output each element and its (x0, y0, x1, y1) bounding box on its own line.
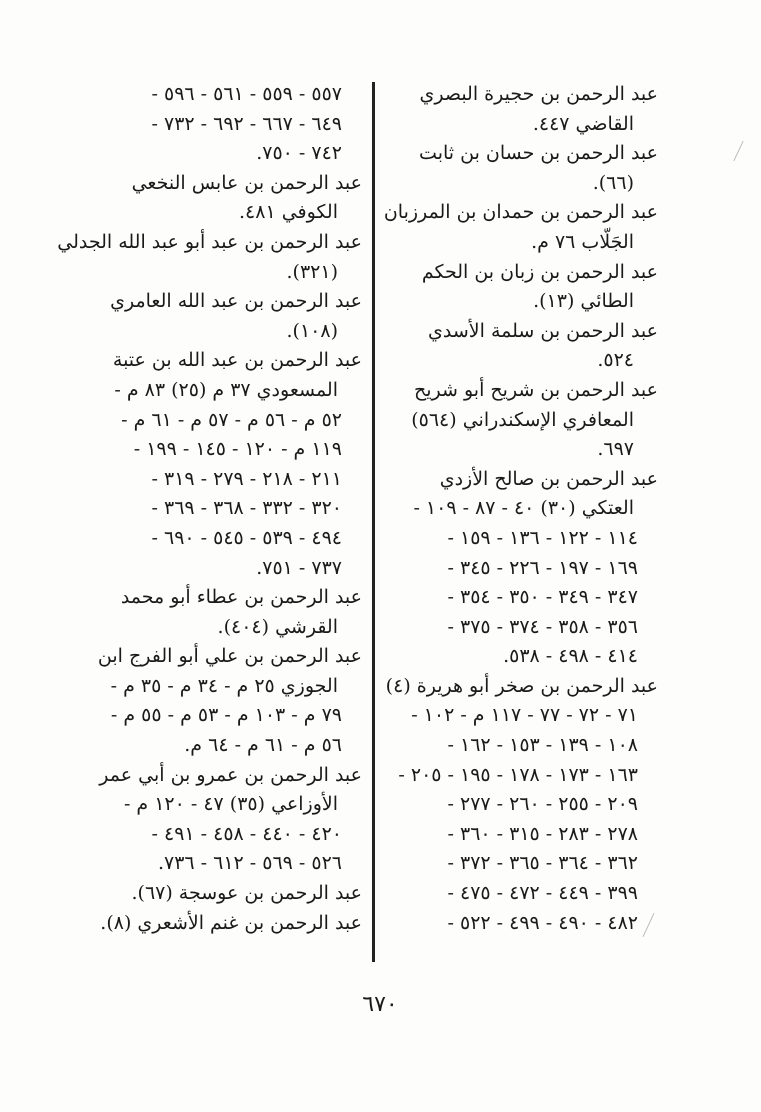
entry-continuation-line: العتكي (٣٠) ٤٠ - ٨٧ - ١٠٩ - (413, 497, 634, 520)
entry-continuation-line: (١٠٨). (286, 319, 338, 342)
entry-continuation-line: ٥٢٤. (597, 349, 634, 372)
entry-name-line: عبد الرحمن بن عطاء أبو محمد (120, 586, 362, 609)
entry-continuation-line: القاضي ٤٤٧. (532, 112, 634, 135)
entry-name-line: عبد الرحمن بن شريح أبو شريح (413, 378, 658, 401)
page-refs-line: ٣٢٠ - ٣٣٢ - ٣٦٨ - ٣٦٩ - (151, 497, 342, 520)
page-refs-line: ١٠٨ - ١٣٩ - ١٥٣ - ١٦٢ - (447, 734, 638, 757)
entry-continuation-line: (٦٦). (592, 171, 634, 194)
entry-name-line: عبد الرحمن بن عبد الله العامري (110, 290, 362, 313)
entry-continuation-line: الأوزاعي (٣٥) ٤٧ - ١٢٠ م - (123, 793, 338, 816)
entry-name-line: عبد الرحمن بن صخر أبو هريرة (٤) (385, 674, 658, 697)
entry-continuation-line: الكوفي ٤٨١. (238, 201, 338, 224)
entry-continuation-line: المعافري الإسكندراني (٥٦٤) (411, 408, 634, 431)
page-refs-line: ٣٦٢ - ٣٦٤ - ٣٦٥ - ٣٧٢ - (447, 852, 638, 875)
page-refs-line: ١٦٣ - ١٧٣ - ١٧٨ - ١٩٥ - ٢٠٥ - (398, 763, 638, 786)
page-refs-line: ١٦٩ - ١٩٧ - ٢٢٦ - ٣٤٥ - (447, 556, 638, 579)
entry-name-line: عبد الرحمن بن حسان بن ثابت (419, 142, 658, 165)
entry-continuation-line: الجوزي ٢٥ م - ٣٤ م - ٣٥ م - (110, 674, 338, 697)
entry-name-line: عبد الرحمن بن سلمة الأسدي (428, 319, 658, 342)
entry-name-line: عبد الرحمن بن عابس النخعي (131, 171, 362, 194)
page-refs-line: ٣٤٧ - ٣٤٩ - ٣٥٠ - ٣٥٤ - (447, 586, 638, 609)
page-refs-line: ٥٢ م - ٥٦ م - ٥٧ م - ٦١ م - (121, 408, 342, 431)
page-refs-line: ٢١١ - ٢١٨ - ٢٧٩ - ٣١٩ - (151, 467, 342, 490)
page-refs-line: ٤١٤ - ٤٩٨ - ٥٣٨. (503, 645, 638, 668)
page-refs-line: ٥٥٧ - ٥٥٩ - ٥٦١ - ٥٩٦ - (151, 83, 342, 105)
entry-continuation-line: الطائي (١٣). (533, 290, 634, 313)
page-refs-line: ١١٤ - ١٢٢ - ١٣٦ - ١٥٩ - (447, 526, 638, 549)
entry-name-line: عبد الرحمن بن عوسجة (٦٧). (131, 882, 362, 905)
page-refs-line: ١١٩ م - ١٢٠ - ١٤٥ - ١٩٩ - (133, 438, 342, 461)
page-refs-line: ٦٤٩ - ٦٦٧ - ٦٩٢ - ٧٣٢ - (151, 112, 342, 135)
entry-name-line: عبد الرحمن بن زبان بن الحكم (421, 260, 658, 283)
entry-continuation-line: القرشي (٤٠٤). (217, 615, 338, 638)
margin-mark (733, 141, 743, 161)
page-refs-line: ٧٣٧ - ٧٥١. (256, 556, 342, 579)
page-refs-line: ٥٦ م - ٦١ م - ٦٤ م. (184, 734, 342, 757)
entry-name-line: عبد الرحمن بن حجيرة البصري (419, 83, 658, 105)
entry-continuation-line: ٦٩٧. (597, 438, 634, 461)
entry-name-line: عبد الرحمن بن علي أبو الفرج ابن (97, 645, 362, 668)
entry-name-line: عبد الرحمن بن عبد أبو عبد الله الجدلي (57, 230, 362, 253)
page-refs-line: ٣٥٦ - ٣٥٨ - ٣٧٤ - ٣٧٥ - (447, 615, 638, 638)
page-refs-line: ٢٧٨ - ٢٨٣ - ٣١٥ - ٣٦٠ - (447, 822, 638, 845)
page-refs-line: ٧٤٢ - ٧٥٠. (256, 142, 342, 165)
entry-continuation-line: المسعودي ٣٧ م (٢٥) ٨٣ م - (114, 378, 338, 401)
entry-continuation-line: الجَلّاب ٧٦ م. (531, 230, 634, 253)
page-refs-line: ٧١ - ٧٢ - ٧٧ - ١١٧ م - ١٠٢ - (411, 704, 638, 727)
page-refs-line: ٤٢٠ - ٤٤٠ - ٤٥٨ - ٤٩١ - (151, 822, 342, 845)
entry-name-line: عبد الرحمن بن عبد الله بن عتبة (112, 349, 362, 372)
entry-name-line: عبد الرحمن بن عمرو بن أبي عمر (99, 763, 362, 786)
page-number: ٦٧٠ (362, 992, 398, 1017)
entry-name-line: عبد الرحمن بن حمدان بن المرزبان (383, 201, 658, 224)
page-refs-line: ٣٩٩ - ٤٤٩ - ٤٧٢ - ٤٧٥ - (447, 882, 638, 905)
right-column (382, 80, 658, 938)
entry-name-line: عبد الرحمن بن صالح الأزدي (439, 467, 658, 490)
page-refs-line: ٥٢٦ - ٥٦٩ - ٦١٢ - ٧٣٦. (157, 852, 342, 875)
page-refs-line: ٧٩ م - ١٠٣ م - ٥٣ م - ٥٥ م - (110, 704, 342, 727)
page-refs-line: ٤٨٢ - ٤٩٠ - ٤٩٩ - ٥٢٢ - (447, 911, 638, 934)
entry-name-line: عبد الرحمن بن غنم الأشعري (٨). (100, 911, 362, 934)
page-refs-line: ٤٩٤ - ٥٣٩ - ٥٤٥ - ٦٩٠ - (151, 526, 342, 549)
left-column (57, 80, 362, 938)
entry-continuation-line: (٣٢١). (286, 260, 338, 283)
column-divider (372, 82, 375, 962)
page-refs-line: ٢٠٩ - ٢٥٥ - ٢٦٠ - ٢٧٧ - (447, 793, 638, 816)
